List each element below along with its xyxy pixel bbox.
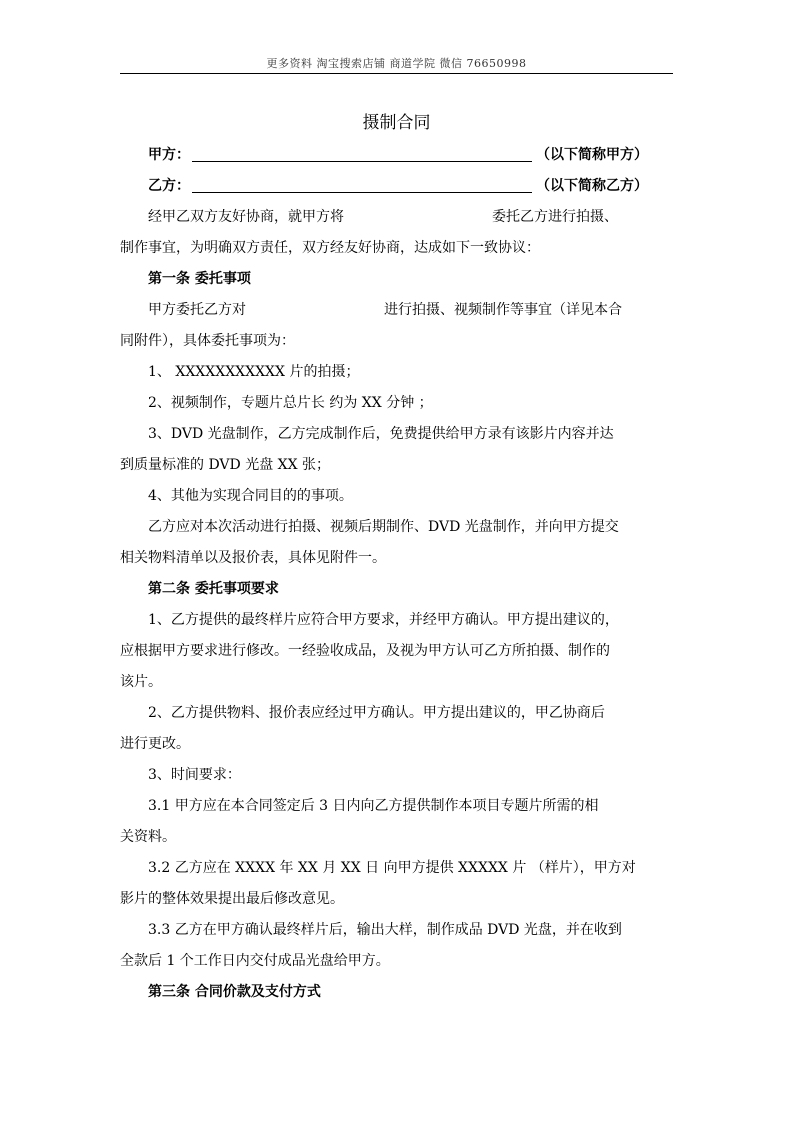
- article-2-req-1-cont: 应根据甲方要求进行修改。一经验收成品，及视为甲方认可乙方所拍摄、制作的: [120, 643, 610, 659]
- article-1-text-1b: 进行拍摄、视频制作等事宜（详见本合: [384, 302, 622, 318]
- article-2-req-3: 3、时间要求：: [148, 767, 241, 783]
- article-2-heading: 第二条 委托事项要求: [148, 581, 279, 597]
- document-title: 摄制合同: [362, 113, 431, 133]
- party-a-blank: [192, 143, 532, 162]
- article-1-para-2-cont: 相关物料清单以及报价表，具体见附件一。: [120, 550, 386, 566]
- intro-line-2: 制作事宜，为明确双方责任，双方经友好协商，达成如下一致协议：: [120, 240, 540, 256]
- article-2-time-3-cont: 全款后 1 个工作日内交付成品光盘给甲方。: [120, 953, 390, 969]
- intro-text-1b: 委托乙方进行拍摄、: [492, 209, 618, 225]
- article-1-text-1a: 甲方委托乙方对: [148, 302, 246, 318]
- article-2-time-3: 3.3 乙方在甲方确认最终样片后，输出大样，制作成品 DVD 光盘，并在收到: [148, 922, 622, 938]
- party-b-suffix: （以下简称乙方）: [536, 178, 648, 194]
- article-2-req-2-cont: 进行更改。: [120, 736, 190, 752]
- article-2-req-1-end: 该片。: [120, 674, 162, 690]
- party-a-row: [120, 140, 673, 171]
- article-1-item-4: 4、其他为实现合同目的的事项。: [148, 488, 353, 504]
- article-1-para-1-cont: 同附件），具体委托事项为：: [120, 333, 295, 349]
- article-2-time-2-cont: 影片的整体效果提出最后修改意见。: [120, 891, 344, 907]
- article-2-time-1: 3.1 甲方应在本合同签定后 3 日内向乙方提供制作本项目专题片所需的相: [148, 798, 599, 814]
- party-b-label: 乙方：: [148, 178, 190, 194]
- intro-text-1a: 经甲乙双方友好协商，就甲方将: [148, 209, 344, 225]
- article-1-item-3-cont: 到质量标准的 DVD 光盘 XX 张；: [120, 457, 331, 473]
- article-2-time-1-cont: 关资料。: [120, 829, 176, 845]
- party-a-suffix: （以下简称甲方）: [536, 147, 648, 163]
- article-1-item-1: 1、 XXXXXXXXXXX 片的拍摄；: [148, 364, 360, 380]
- article-2-req-1: 1、乙方提供的最终样片应符合甲方要求，并经甲方确认。甲方提出建议的，: [148, 612, 619, 628]
- article-1-para-1: [120, 295, 673, 326]
- party-b-row: [120, 171, 673, 202]
- article-1-para-2: 乙方应对本次活动进行拍摄、视频后期制作、DVD 光盘制作，并向甲方提交: [148, 519, 619, 535]
- article-2-req-2: 2、乙方提供物料、报价表应经过甲方确认。甲方提出建议的，甲乙协商后: [148, 705, 605, 721]
- article-3-heading: 第三条 合同价款及支付方式: [148, 984, 321, 1000]
- party-b-blank: [192, 174, 532, 193]
- article-2-time-2: 3.2 乙方应在 XXXX 年 XX 月 XX 日 向甲方提供 XXXXX 片 （样片），甲方对: [148, 860, 636, 876]
- header-divider: [120, 73, 673, 74]
- intro-line-1: [120, 202, 673, 233]
- contract-body: [120, 140, 673, 1008]
- article-1-item-3: 3、DVD 光盘制作，乙方完成制作后，免费提供给甲方录有该影片内容并达: [148, 426, 614, 442]
- page-header: 更多资料 淘宝搜索店铺 商道学院 微信 76650998: [266, 57, 527, 70]
- article-1-item-2: 2、视频制作，专题片总片长 约为 XX 分钟 ；: [148, 395, 433, 411]
- article-1-heading: 第一条 委托事项: [148, 271, 251, 287]
- party-a-label: 甲方：: [148, 147, 190, 163]
